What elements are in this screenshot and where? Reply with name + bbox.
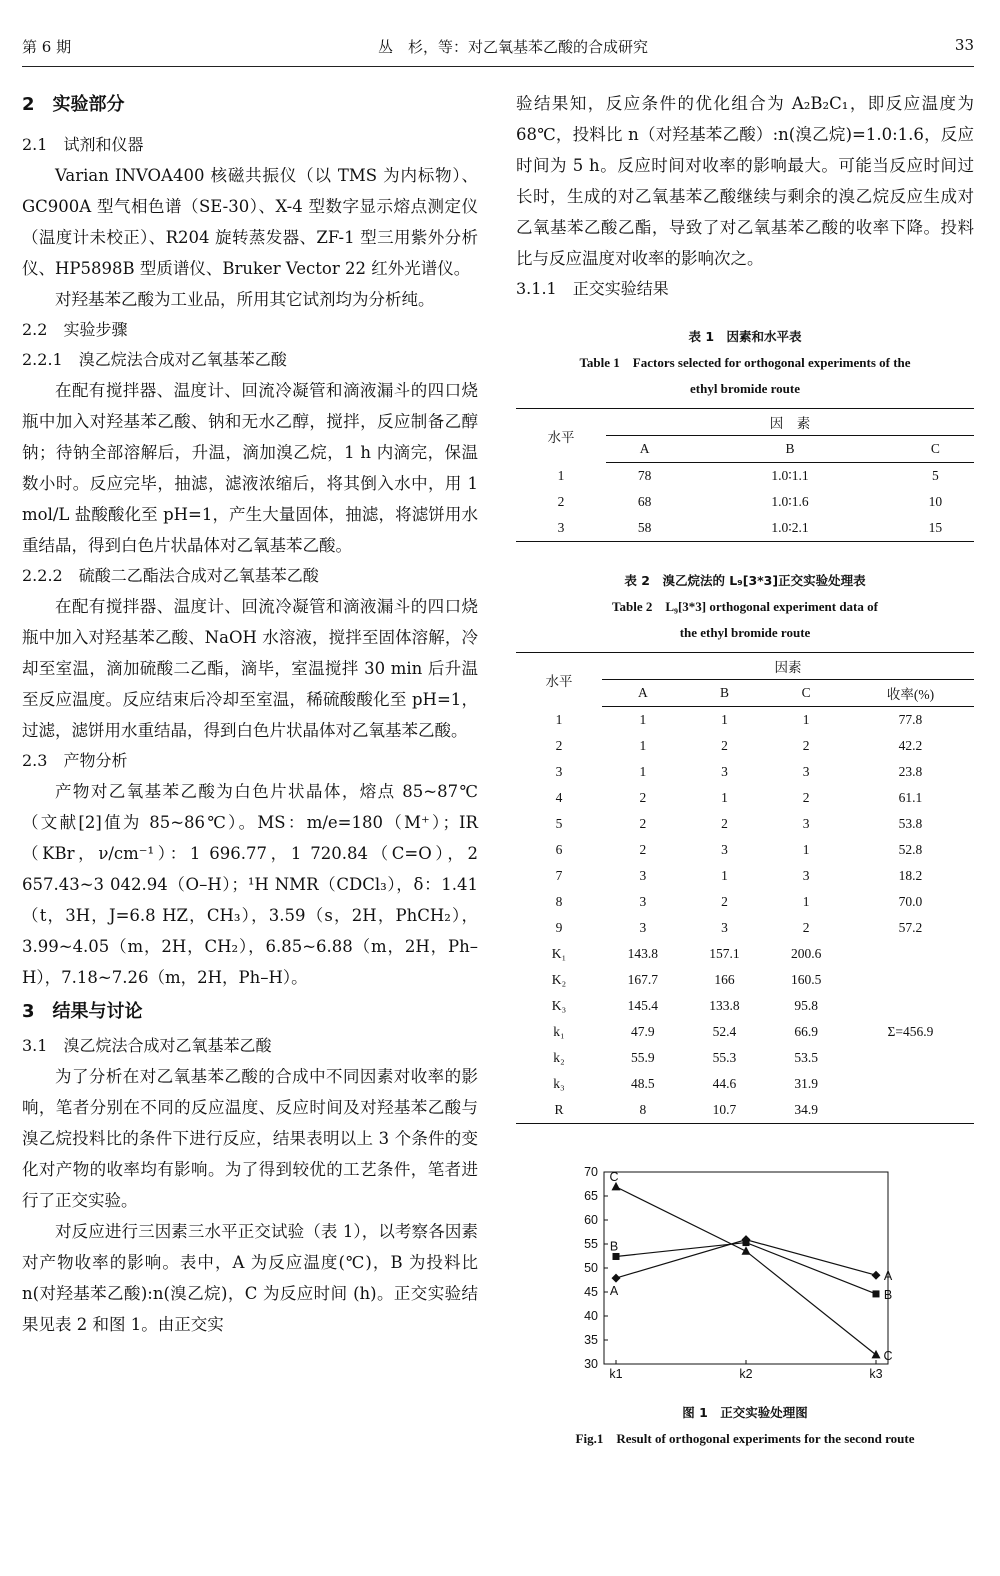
table-cell: 1 [802, 842, 810, 857]
table-cell: 44.6 [712, 1076, 737, 1091]
x-tick-label: k1 [609, 1367, 623, 1381]
table2-level-header: 水平 [545, 673, 573, 689]
table-cell: 53.8 [898, 816, 923, 831]
section-2-3-heading: 2.3 产物分析 [22, 751, 128, 770]
table2-orthogonal-results [516, 652, 974, 1124]
data-point-B [873, 1290, 880, 1297]
table-cell: 48.5 [631, 1076, 655, 1091]
data-point-B [613, 1253, 620, 1260]
paragraph-factors: 为了分析在对乙氧基苯乙酸的合成中不同因素对收率的影响，笔者分别在不同的反应温度、反应时间及对羟基苯乙酸与溴乙烷投料比的条件下进行反应，结果表明以上 3 个条件的变化对产物的收率均有影响。为了得到较优的工艺条件，笔者进行了正交实验。 [22, 1067, 478, 1210]
paragraph-bromide-method: 在配有搅拌器、温度计、回流冷凝管和滴液漏斗的四口烧瓶中加入对羟基苯乙酸、钠和无水乙醇，搅拌，反应制备乙醇钠；待钠全部溶解后，升温，滴加溴乙烷，1 h 内滴完，保温数小时。反应完毕，抽滤，滤液浓缩后，将其倒入水中，用 1 mol/L 盐酸酸化至 pH=1，产生大量固体，抽滤，将滤饼用水重结晶，得到白色片状晶体对乙氧基苯乙酸。 [22, 381, 478, 555]
paragraph-instruments: Varian INVOA400 核磁共振仪（以 TMS 为内标物）、GC900A 型气相色谱（SE-30）、X-4 型数字显示熔点测定仪（温度计未校正）、R204 旋转蒸发器、ZF-1 型三用紫外分析仪、HP5898B 型质谱仪、Bruker Vector 22 红外光谱仪。 [22, 166, 478, 278]
table-cell: 55.9 [631, 1050, 655, 1065]
section-2-1-heading: 2.1 试剂和仪器 [22, 135, 144, 154]
table1-factor-header: 因 素 [606, 409, 974, 436]
table-row [516, 889, 974, 915]
figure1-caption-zh: 图 1 正交实验处理图 [682, 1405, 808, 1420]
y-tick-label: 70 [584, 1165, 598, 1179]
table-row [516, 733, 974, 759]
section-3-1-heading: 3.1 溴乙烷法合成对乙氧基苯乙酸 [22, 1036, 272, 1055]
table-row [516, 515, 974, 542]
table2-factor-header: 因素 [602, 653, 974, 680]
table-cell: 2 [721, 738, 728, 753]
table-cell: 167.7 [627, 972, 659, 987]
table-cell: 77.8 [898, 712, 923, 727]
table-cell [847, 1045, 974, 1071]
table-cell: 78 [637, 468, 652, 483]
paragraph-reagents: 对羟基苯乙酸为工业品，所用其它试剂均为分析纯。 [55, 290, 435, 309]
table-cell: 1 [721, 790, 728, 805]
table2-caption-zh: 表 2 溴乙烷法的 L₉[3*3]正交实验处理表 [624, 573, 866, 588]
table-stat-row [516, 967, 974, 993]
running-title: 丛 杉，等：对乙氧基苯乙酸的合成研究 [378, 38, 649, 56]
table-stat-row [516, 1071, 974, 1097]
table-stat-row [516, 1019, 974, 1045]
table-cell: 157.1 [709, 946, 740, 961]
table-cell: 1 [802, 894, 810, 909]
table-row [516, 463, 974, 490]
table-cell [847, 993, 974, 1019]
data-point-A [612, 1274, 621, 1283]
y-tick-label: 40 [584, 1309, 598, 1323]
table1-caption-zh: 表 1 因素和水平表 [688, 329, 802, 344]
figure1-caption-en: Fig.1 Result of orthogonal experiments for the second route [575, 1431, 915, 1446]
series-label-start-B: B [609, 1239, 619, 1254]
table-cell: 1 [557, 467, 565, 483]
table2-caption-en-line1: Table 2 L₉[3*3] orthogonal experiment data of [612, 599, 878, 614]
table-cell: 2 [639, 816, 647, 831]
table-cell: 34.9 [794, 1102, 818, 1117]
figure1-chart [516, 1164, 974, 1400]
table-cell: 68 [637, 494, 652, 509]
table-cell: 1 [639, 712, 647, 727]
table-row [516, 811, 974, 837]
table1-level-header: 水平 [547, 429, 575, 445]
y-tick-label: 50 [584, 1261, 598, 1275]
table-stat-row [516, 1097, 974, 1124]
table-cell [847, 1097, 974, 1124]
table1-col-header: B [683, 436, 896, 463]
table-cell: 3 [721, 920, 728, 935]
x-tick-label: k2 [739, 1367, 753, 1381]
data-point-C [872, 1350, 881, 1359]
table-cell: 53.5 [794, 1050, 818, 1065]
table-row [516, 707, 974, 734]
table-cell: 8 [555, 894, 563, 909]
figure1-svg [516, 1164, 974, 1400]
y-tick-label: 65 [584, 1189, 598, 1203]
table-cell: 3 [802, 816, 810, 831]
table-cell: 6 [555, 842, 563, 857]
running-header [22, 36, 974, 62]
table-cell: 61.1 [898, 790, 923, 805]
table2-col-header: A [602, 680, 684, 707]
table-cell: 160.5 [790, 972, 822, 987]
y-tick-label: 55 [584, 1237, 598, 1251]
table-stat-row [516, 993, 974, 1019]
table-cell: 1.0∶1.1 [771, 468, 809, 483]
table-cell [847, 967, 974, 993]
table-cell: 7 [555, 868, 563, 883]
table-cell: 2 [802, 920, 810, 935]
table-cell: 2 [802, 790, 810, 805]
table-cell: 1 [639, 738, 647, 753]
y-tick-label: 35 [584, 1333, 598, 1347]
paragraph-product-analysis: 产物对乙氧基苯乙酸为白色片状晶体，熔点 85~87℃（文献[2]值为 85~86℃）。MS：m/e=180（M⁺）；IR（KBr，ν/cm⁻¹）：1 696.77，1 720.84（C=O），2 657.43~3 042.94（O–H）；¹H NMR（CDCl₃），δ：1.41（t，3H，J=6.8 HZ，CH₃），3.59（s，2H，PhCH₂），3.99~4.05（m，2H，CH₂），6.85~6.88（m，2H，Ph–H），7.18~7.26（m，2H，Ph–H）。 [22, 782, 478, 987]
table-row [516, 837, 974, 863]
table-cell: 1 [802, 712, 810, 727]
table-cell: 1 [639, 764, 647, 779]
table-cell: 58 [637, 520, 652, 535]
y-tick-label: 30 [584, 1357, 598, 1371]
table-cell: 47.9 [631, 1024, 655, 1039]
table-cell: 95.8 [794, 998, 818, 1013]
series-label-start-A: A [609, 1284, 619, 1299]
table-cell: 166 [714, 972, 735, 987]
table-cell: 2 [721, 894, 728, 909]
table-cell: K₂ [551, 972, 567, 987]
table1-caption-en-line1: Table 1 Factors selected for orthogonal experiments of the [579, 355, 911, 370]
table-cell [847, 941, 974, 967]
section-2-2-heading: 2.2 实验步骤 [22, 320, 128, 339]
issue-number: 第 6 期 [22, 38, 72, 56]
table-cell: 66.9 [794, 1024, 818, 1039]
table-cell: 3 [555, 764, 563, 779]
table-cell: 52.4 [712, 1024, 737, 1039]
table-cell: 9 [555, 920, 563, 935]
y-tick-label: 45 [584, 1285, 598, 1299]
data-point-C [742, 1246, 751, 1255]
table-row [516, 785, 974, 811]
table-cell: K₁ [551, 946, 567, 961]
table-cell: 2 [555, 738, 563, 753]
table-cell: 1 [721, 868, 728, 883]
table-row [516, 489, 974, 515]
section-3-heading: 3 结果与讨论 [22, 1001, 143, 1022]
table-cell: 70.0 [898, 894, 923, 909]
table2-col-header: C [765, 680, 847, 707]
table-cell: 5 [931, 468, 939, 483]
right-column [516, 88, 974, 1452]
table2-caption-en-line2: the ethyl bromide route [679, 625, 811, 640]
series-label-end-C: C [883, 1348, 893, 1363]
table-cell: 2 [639, 790, 647, 805]
table-cell: 2 [721, 816, 728, 831]
table-stat-row [516, 941, 974, 967]
table-cell: 2 [802, 738, 810, 753]
table-cell: k₂ [553, 1050, 565, 1065]
table-cell: k₃ [553, 1076, 565, 1091]
table-cell: 57.2 [898, 920, 923, 935]
left-column [22, 88, 478, 1340]
section-3-1-1-heading: 3.1.1 正交实验结果 [516, 279, 669, 298]
table-cell: K₃ [551, 998, 567, 1013]
y-tick-label: 60 [584, 1213, 598, 1227]
table-cell: 1 [555, 711, 563, 727]
table-cell: 18.2 [898, 868, 923, 883]
table1-caption-en-line2: ethyl bromide route [689, 381, 800, 396]
table1-col-header: C [897, 436, 974, 463]
series-label-end-B: B [883, 1287, 893, 1302]
paragraph-sulfate-method: 在配有搅拌器、温度计、回流冷凝管和滴液漏斗的四口烧瓶中加入对羟基苯乙酸、NaOH 水溶液，搅拌至固体溶解，冷却至室温，滴加硫酸二乙酯，滴毕，室温搅拌 30 min 后升温至反应温度。反应结束后冷却至室温，稀硫酸酸化至 pH=1，过滤，滤饼用水重结晶，得到白色片状晶体对乙氧基苯乙酸。 [22, 597, 478, 740]
table-cell: 5 [555, 816, 563, 831]
table-cell: 10 [928, 494, 943, 509]
table-cell: 3 [802, 764, 810, 779]
table-cell: 3 [639, 894, 647, 909]
table-row [516, 915, 974, 941]
page-number: 33 [954, 36, 974, 54]
table-cell: 15 [928, 520, 943, 535]
paragraph-orthogonal: 对反应进行三因素三水平正交试验（表 1），以考察各因素对产物收率的影响。表中，A 为反应温度(℃)，B 为投料比n(对羟基苯乙酸):n(溴乙烷)，C 为反应时间 (h)。正交实验结果见表 2 和图 1。由正交实 [22, 1222, 478, 1334]
section-2-2-1-heading: 2.2.1 溴乙烷法合成对乙氧基苯乙酸 [22, 350, 287, 369]
table1-factors-levels [516, 408, 974, 542]
table-cell: 42.2 [898, 738, 923, 753]
table-cell: 133.8 [709, 998, 740, 1013]
series-label-end-A: A [883, 1269, 893, 1284]
section-2-heading: 2 实验部分 [22, 94, 125, 115]
table-cell: Σ=456.9 [887, 1024, 934, 1039]
header-rule [22, 66, 974, 67]
table-cell: 3 [802, 868, 810, 883]
plot-frame [604, 1169, 888, 1364]
table-cell: 8 [639, 1102, 647, 1117]
x-tick-label: k3 [869, 1367, 883, 1381]
table-cell: 1.0∶1.6 [771, 494, 809, 509]
table2-col-header: 收率(%) [847, 680, 974, 707]
paragraph-results: 验结果知，反应条件的优化组合为 A₂B₂C₁，即反应温度为 68℃，投料比 n（对羟基苯乙酸）:n(溴乙烷)=1.0:1.6，反应时间为 5 h。反应时间对收率的影响最大。可能当反应时间过长时，生成的对乙氧基苯乙酸继续与剩余的溴乙烷反应生成对乙氧基苯乙酸乙酯，导致了对乙氧基苯乙酸的收率下降。投料比与反应温度对收率的影响次之。 [516, 94, 974, 268]
table-row [516, 863, 974, 889]
table-cell: 4 [555, 790, 563, 805]
table-cell: 1 [721, 712, 728, 727]
table-cell: 3 [639, 920, 647, 935]
table-stat-row [516, 1045, 974, 1071]
table1-col-header: A [606, 436, 683, 463]
table-cell: 31.9 [794, 1076, 818, 1091]
table-cell: 1.0∶2.1 [771, 520, 809, 535]
table-cell: 143.8 [627, 946, 659, 961]
table-cell: 200.6 [790, 946, 822, 961]
table-cell: R [554, 1102, 564, 1117]
table-row [516, 759, 974, 785]
table2-col-header: B [684, 680, 766, 707]
table-cell: k₁ [553, 1024, 565, 1039]
section-2-2-2-heading: 2.2.2 硫酸二乙酯法合成对乙氧基苯乙酸 [22, 566, 319, 585]
table-cell: 3 [721, 764, 728, 779]
table-cell: 2 [639, 842, 647, 857]
table-cell: 3 [721, 842, 728, 857]
table-cell: 52.8 [898, 842, 923, 857]
data-point-A [872, 1271, 881, 1280]
data-point-B [743, 1239, 750, 1246]
table-cell: 10.7 [712, 1102, 737, 1117]
series-line-C [616, 1187, 876, 1355]
table-cell: 3 [639, 868, 647, 883]
table-cell: 23.8 [898, 764, 923, 779]
table-cell: 3 [557, 520, 565, 535]
table-cell: 55.3 [712, 1050, 737, 1065]
table-cell: 145.4 [627, 998, 659, 1013]
series-label-start-C: C [609, 1169, 619, 1184]
table-cell: 2 [557, 494, 565, 509]
table-cell [847, 1071, 974, 1097]
